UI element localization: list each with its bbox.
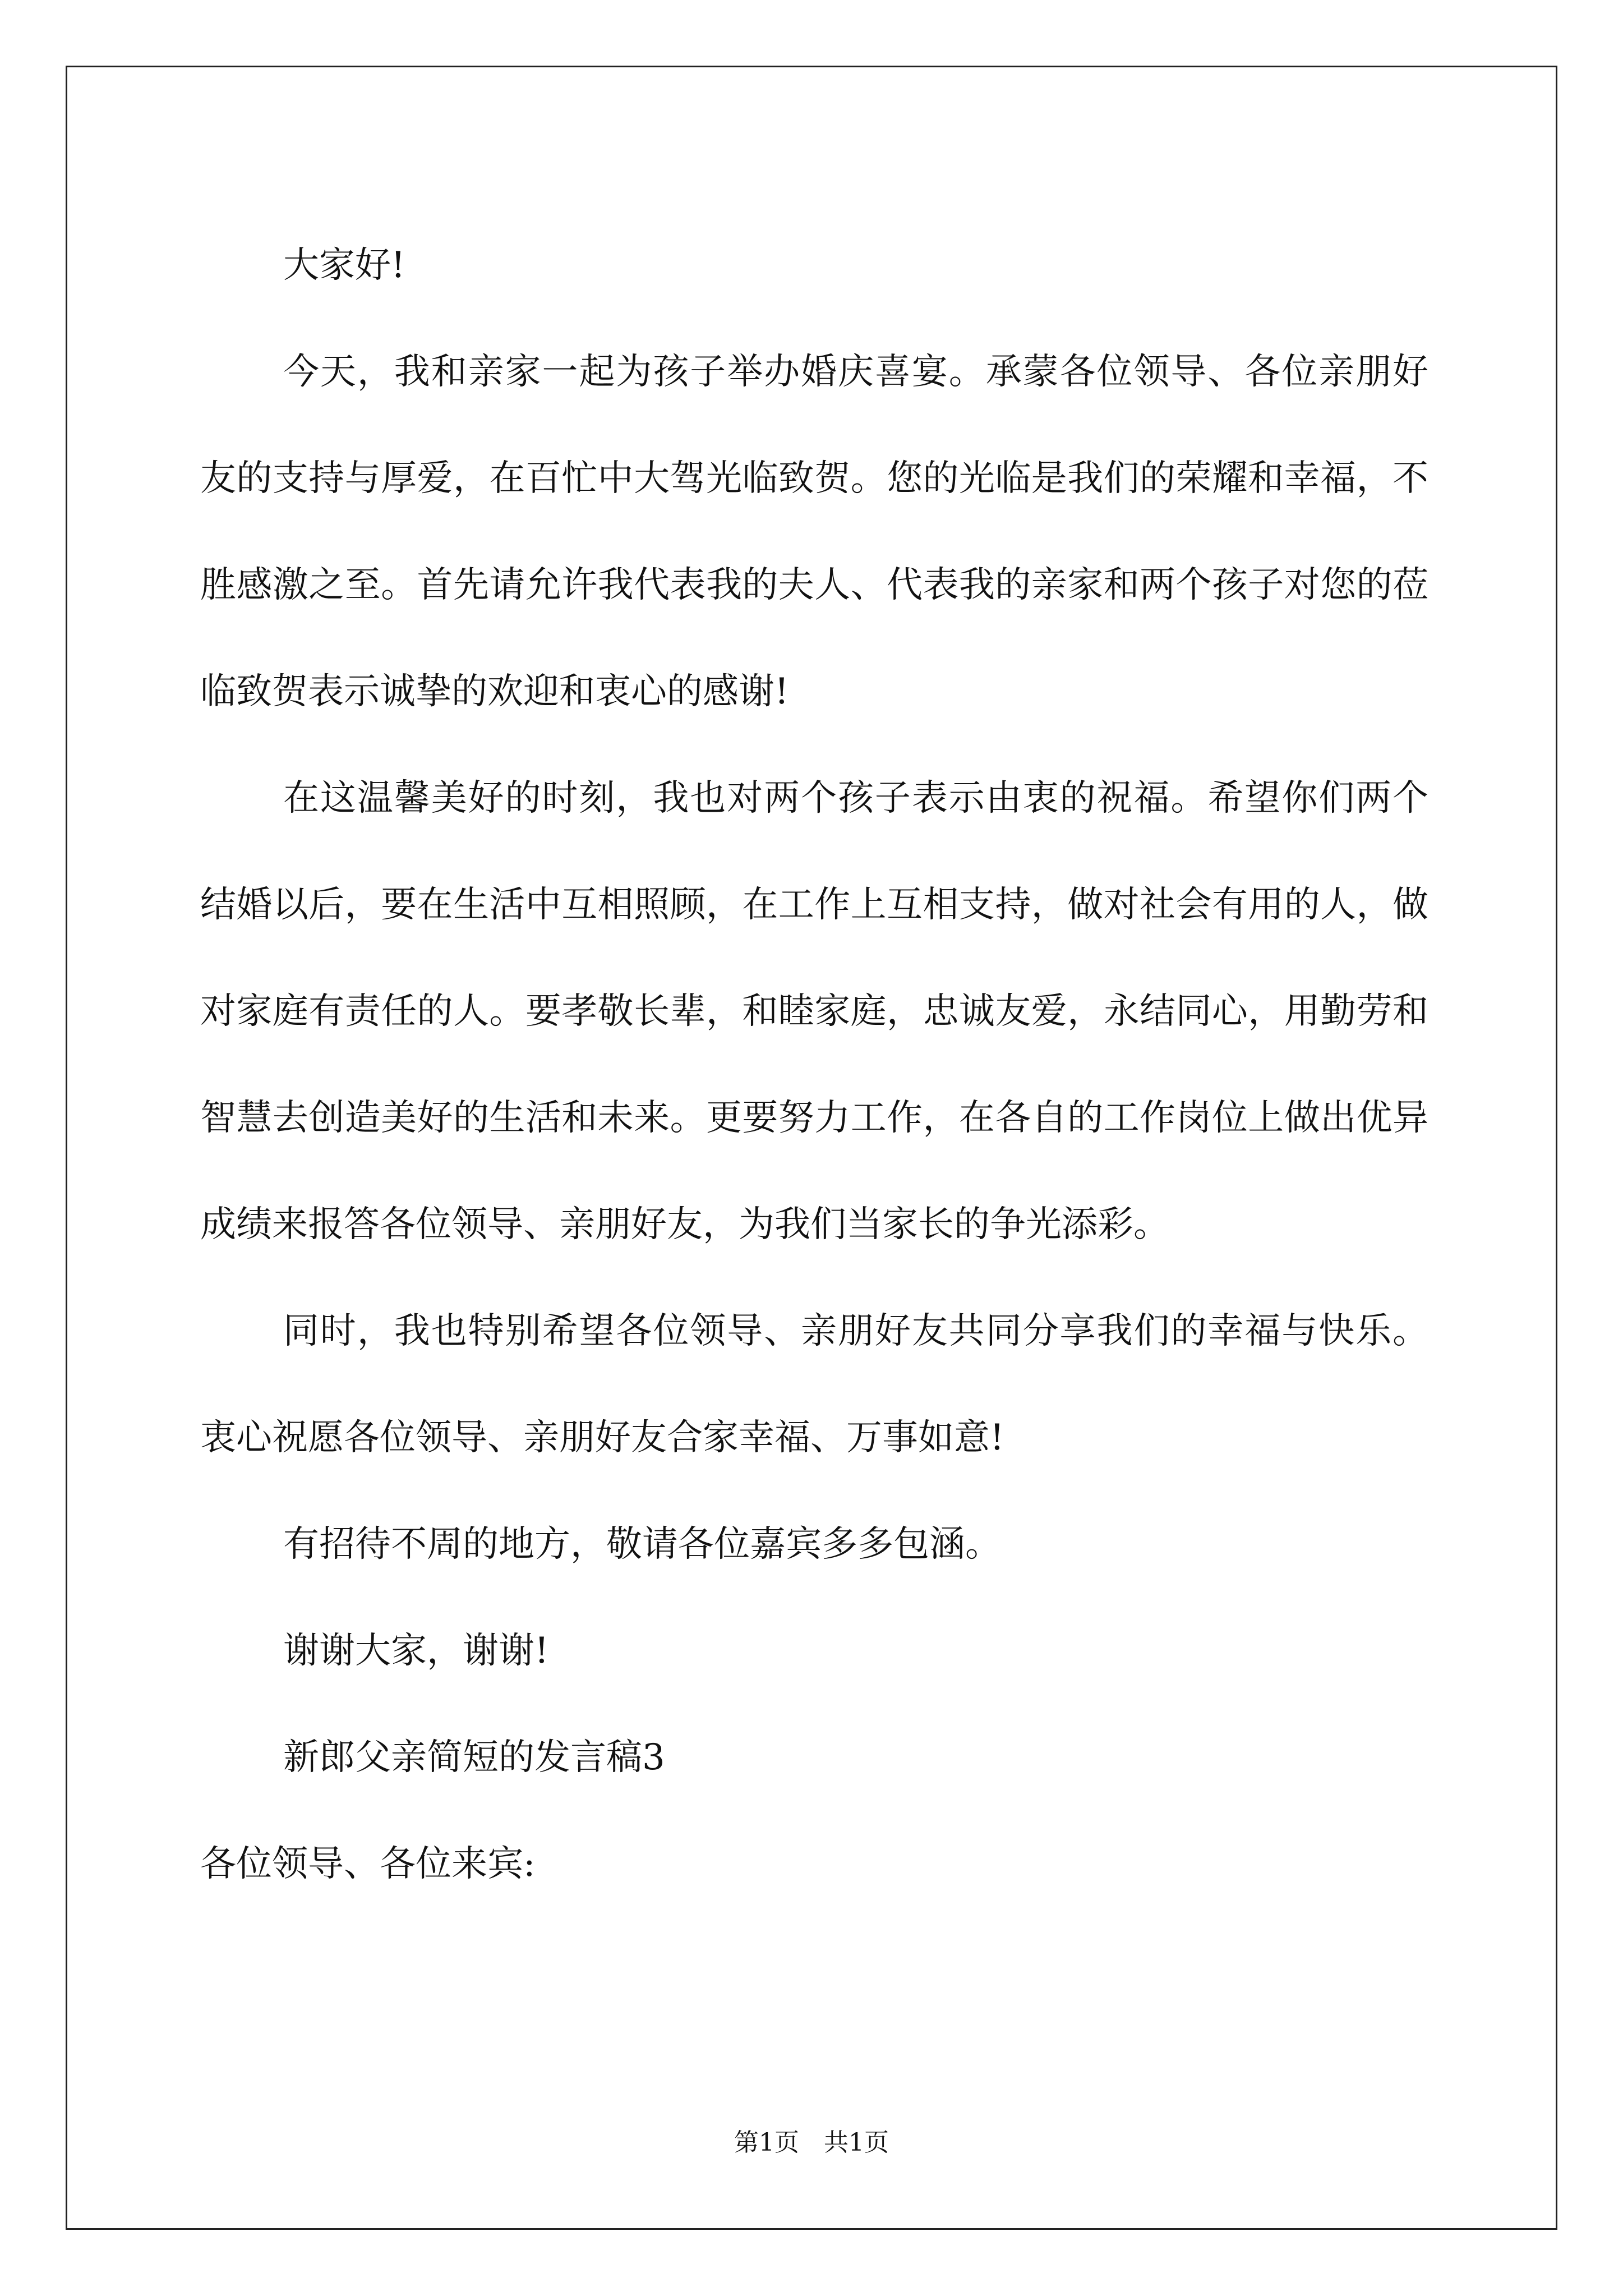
section-heading: 新郎父亲简短的发言稿3 [283, 1737, 665, 1778]
wishes-paragraph: 同时，我也特别希望各位领导、亲朋好友共同分享我们的幸福与快乐。衷心祝愿各位领导、亲朋好友合家幸福、万事如意! [200, 1310, 1428, 1458]
apology-paragraph: 有招待不周的地方，敬请各位嘉宾多多包涵。 [283, 1524, 1001, 1565]
document-body [200, 212, 1428, 1917]
salutation-paragraph: 各位领导、各位来宾: [200, 1843, 536, 1885]
greeting-paragraph: 大家好! [283, 245, 405, 286]
page-number-footer: 第1页 共1页 [734, 2128, 889, 2157]
blessing-paragraph: 在这温馨美好的时刻，我也对两个孩子表示由衷的祝福。希望你们两个结婚以后，要在生活中互相照顾，在工作上互相支持，做对社会有用的人，做对家庭有责任的人。要孝敬长辈，和睦家庭，忠诚友爱，永结同心，用勤劳和智慧去创造美好的生活和未来。更要努力工作，在各自的工作岗位上做出优异成绩来报答各位领导、亲朋好友，为我们当家长的争光添彩。 [200, 777, 1428, 1245]
welcome-paragraph: 今天，我和亲家一起为孩子举办婚庆喜宴。承蒙各位领导、各位亲朋好友的支持与厚爱，在百忙中大驾光临致贺。您的光临是我们的荣耀和幸福，不胜感激之至。首先请允许我代表我的夫人、代表我的亲家和两个孩子对您的莅临致贺表示诚挚的欢迎和衷心的感谢! [200, 351, 1428, 712]
thanks-paragraph: 谢谢大家，谢谢! [283, 1630, 549, 1672]
